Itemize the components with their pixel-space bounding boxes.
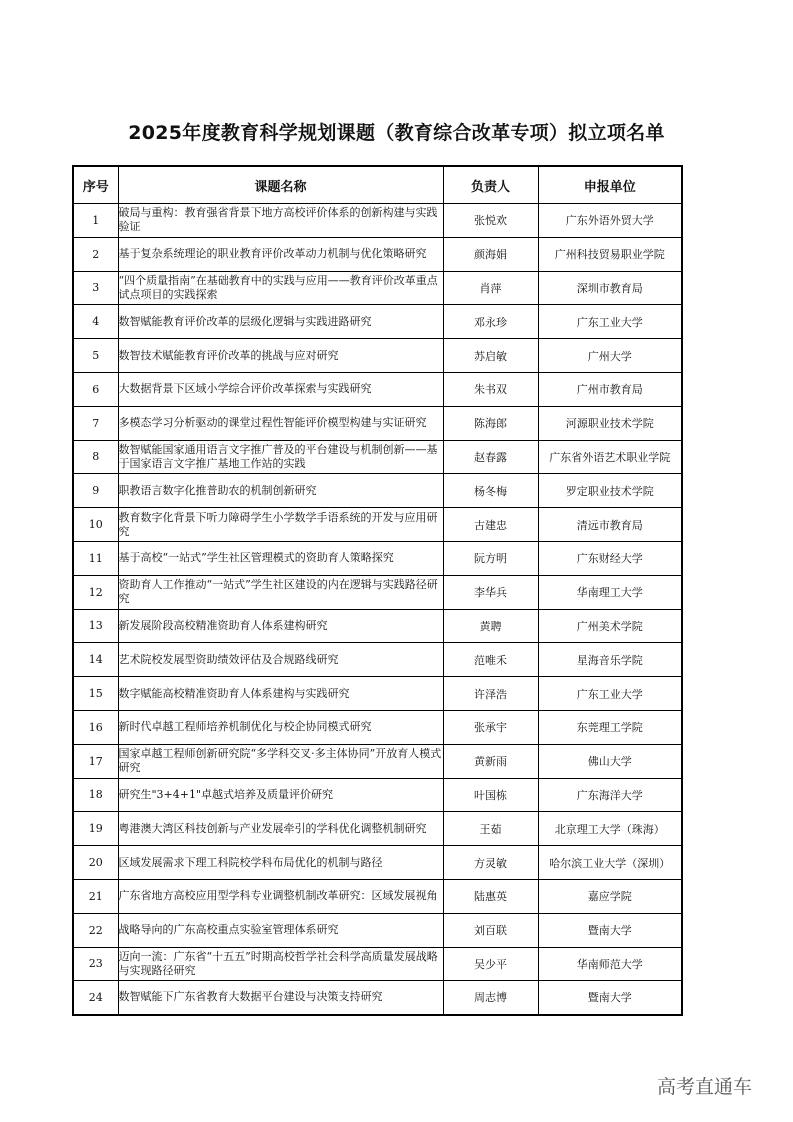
row-topic: 数智赋能下广东省教育大数据平台建设与决策支持研究 xyxy=(118,981,443,1015)
row-topic: 新时代卓越工程师培养机制优化与校企协同模式研究 xyxy=(118,710,443,744)
row-topic: 大数据背景下区域小学综合评价改革探索与实践研究 xyxy=(118,372,443,406)
row-person: 黄新雨 xyxy=(443,744,538,778)
row-unit: 广州科技贸易职业学院 xyxy=(538,237,682,271)
row-topic: 数智赋能国家通用语言文字推广普及的平台建设与机制创新——基于国家语言文字推广基地工作站的实践 xyxy=(118,440,443,474)
row-unit: 深圳市教育局 xyxy=(538,271,682,305)
table-row xyxy=(73,508,682,542)
row-unit: 暨南大学 xyxy=(538,981,682,1015)
row-number: 3 xyxy=(73,271,118,305)
table-row xyxy=(73,643,682,677)
row-number: 16 xyxy=(73,710,118,744)
row-topic: 迈向一流：广东省“十五五”时期高校哲学社会科学高质量发展战略与实现路径研究 xyxy=(118,947,443,981)
row-person: 范唯禾 xyxy=(443,643,538,677)
table-row xyxy=(73,237,682,271)
row-number: 23 xyxy=(73,947,118,981)
table-row xyxy=(73,744,682,778)
row-number: 21 xyxy=(73,879,118,913)
row-unit: 广州大学 xyxy=(538,339,682,373)
row-unit: 广东省外语艺术职业学院 xyxy=(538,440,682,474)
row-unit: 罗定职业技术学院 xyxy=(538,474,682,508)
column-header-no: 序号 xyxy=(73,166,118,204)
row-number: 9 xyxy=(73,474,118,508)
table-row xyxy=(73,812,682,846)
row-person: 陆惠英 xyxy=(443,879,538,913)
row-unit: 华南师范大学 xyxy=(538,947,682,981)
row-topic: 艺术院校发展型资助绩效评估及合规路线研究 xyxy=(118,643,443,677)
row-topic: “四个质量指南”在基础教育中的实践与应用——教育评价改革重点试点项目的实践探索 xyxy=(118,271,443,305)
table-row xyxy=(73,778,682,812)
row-unit: 广东工业大学 xyxy=(538,305,682,339)
row-unit: 广东财经大学 xyxy=(538,541,682,575)
row-number: 10 xyxy=(73,508,118,542)
row-unit: 清远市教育局 xyxy=(538,508,682,542)
row-number: 20 xyxy=(73,846,118,880)
row-topic: 教育数字化背景下听力障碍学生小学数学手语系统的开发与应用研究 xyxy=(118,508,443,542)
row-person: 吴少平 xyxy=(443,947,538,981)
row-person: 王茹 xyxy=(443,812,538,846)
row-unit: 佛山大学 xyxy=(538,744,682,778)
table-row xyxy=(73,305,682,339)
row-number: 13 xyxy=(73,609,118,643)
row-topic: 新发展阶段高校精准资助育人体系建构研究 xyxy=(118,609,443,643)
row-unit: 暨南大学 xyxy=(538,913,682,947)
row-unit: 广州美术学院 xyxy=(538,609,682,643)
table-row xyxy=(73,913,682,947)
row-topic: 破局与重构：教育强省背景下地方高校评价体系的创新构建与实践验证 xyxy=(118,204,443,238)
row-unit: 广东外语外贸大学 xyxy=(538,204,682,238)
row-person: 叶国栋 xyxy=(443,778,538,812)
table-row xyxy=(73,879,682,913)
row-person: 张承宇 xyxy=(443,710,538,744)
row-unit: 哈尔滨工业大学（深圳） xyxy=(538,846,682,880)
table-row xyxy=(73,271,682,305)
row-person: 李华兵 xyxy=(443,575,538,609)
table-row xyxy=(73,474,682,508)
page-title: 2025年度教育科学规划课题（教育综合改革专项）拟立项名单 xyxy=(128,122,665,144)
table-row xyxy=(73,440,682,474)
table-row xyxy=(73,609,682,643)
row-number: 1 xyxy=(73,204,118,238)
row-person: 肖萍 xyxy=(443,271,538,305)
row-topic: 数字赋能高校精准资助育人体系建构与实践研究 xyxy=(118,677,443,711)
row-number: 2 xyxy=(73,237,118,271)
row-number: 5 xyxy=(73,339,118,373)
row-person: 苏启敏 xyxy=(443,339,538,373)
row-topic: 战略导向的广东高校重点实验室管理体系研究 xyxy=(118,913,443,947)
row-topic: 粤港澳大湾区科技创新与产业发展牵引的学科优化调整机制研究 xyxy=(118,812,443,846)
row-unit: 星海音乐学院 xyxy=(538,643,682,677)
row-person: 赵春露 xyxy=(443,440,538,474)
row-number: 6 xyxy=(73,372,118,406)
row-person: 杨冬梅 xyxy=(443,474,538,508)
row-topic: 数智技术赋能教育评价改革的挑战与应对研究 xyxy=(118,339,443,373)
row-person: 黄聘 xyxy=(443,609,538,643)
row-number: 14 xyxy=(73,643,118,677)
row-number: 24 xyxy=(73,981,118,1015)
row-topic: 基于高校“一站式”学生社区管理模式的资助育人策略探究 xyxy=(118,541,443,575)
row-topic: 基于复杂系统理论的职业教育评价改革动力机制与优化策略研究 xyxy=(118,237,443,271)
row-unit: 广东海洋大学 xyxy=(538,778,682,812)
table-row xyxy=(73,406,682,440)
row-topic: 区域发展需求下理工科院校学科布局优化的机制与路径 xyxy=(118,846,443,880)
row-person: 周志博 xyxy=(443,981,538,1015)
row-unit: 河源职业技术学院 xyxy=(538,406,682,440)
watermark-text: 高考直通车 xyxy=(657,1076,753,1098)
table-row xyxy=(73,541,682,575)
row-topic: 职教语言数字化推普助农的机制创新研究 xyxy=(118,474,443,508)
row-number: 4 xyxy=(73,305,118,339)
row-person: 许泽浩 xyxy=(443,677,538,711)
row-number: 18 xyxy=(73,778,118,812)
row-unit: 广州市教育局 xyxy=(538,372,682,406)
row-person: 方灵敏 xyxy=(443,846,538,880)
row-topic: 国家卓越工程师创新研究院“多学科交叉·多主体协同”开放育人模式研究 xyxy=(118,744,443,778)
row-number: 7 xyxy=(73,406,118,440)
table-row xyxy=(73,372,682,406)
table-row xyxy=(73,947,682,981)
row-person: 古建忠 xyxy=(443,508,538,542)
table-row xyxy=(73,981,682,1015)
row-number: 22 xyxy=(73,913,118,947)
column-header-unit: 申报单位 xyxy=(538,166,682,204)
row-unit: 嘉应学院 xyxy=(538,879,682,913)
row-person: 邓永珍 xyxy=(443,305,538,339)
project-list-table xyxy=(72,165,683,1016)
column-header-topic: 课题名称 xyxy=(118,166,443,204)
row-person: 颜海娟 xyxy=(443,237,538,271)
table-row xyxy=(73,710,682,744)
row-number: 15 xyxy=(73,677,118,711)
row-unit: 华南理工大学 xyxy=(538,575,682,609)
row-number: 8 xyxy=(73,440,118,474)
row-number: 12 xyxy=(73,575,118,609)
table-header-row xyxy=(73,166,682,204)
row-person: 阮方明 xyxy=(443,541,538,575)
row-person: 刘百联 xyxy=(443,913,538,947)
row-unit: 东莞理工学院 xyxy=(538,710,682,744)
row-unit: 北京理工大学（珠海） xyxy=(538,812,682,846)
row-topic: 数智赋能教育评价改革的层级化逻辑与实践进路研究 xyxy=(118,305,443,339)
table-body xyxy=(73,204,682,1015)
row-number: 11 xyxy=(73,541,118,575)
row-topic: 广东省地方高校应用型学科专业调整机制改革研究：区域发展视角 xyxy=(118,879,443,913)
row-number: 17 xyxy=(73,744,118,778)
row-person: 陈海郎 xyxy=(443,406,538,440)
column-header-person: 负责人 xyxy=(443,166,538,204)
row-person: 朱书双 xyxy=(443,372,538,406)
table-row xyxy=(73,575,682,609)
table-row xyxy=(73,677,682,711)
row-person: 张悦欢 xyxy=(443,204,538,238)
row-topic: 研究生"3+4+1"卓越式培养及质量评价研究 xyxy=(118,778,443,812)
table-row xyxy=(73,204,682,238)
row-unit: 广东工业大学 xyxy=(538,677,682,711)
row-topic: 资助育人工作推动“一站式”学生社区建设的内在逻辑与实践路径研究 xyxy=(118,575,443,609)
row-topic: 多模态学习分析驱动的课堂过程性智能评价模型构建与实证研究 xyxy=(118,406,443,440)
table-row xyxy=(73,846,682,880)
row-number: 19 xyxy=(73,812,118,846)
table-row xyxy=(73,339,682,373)
